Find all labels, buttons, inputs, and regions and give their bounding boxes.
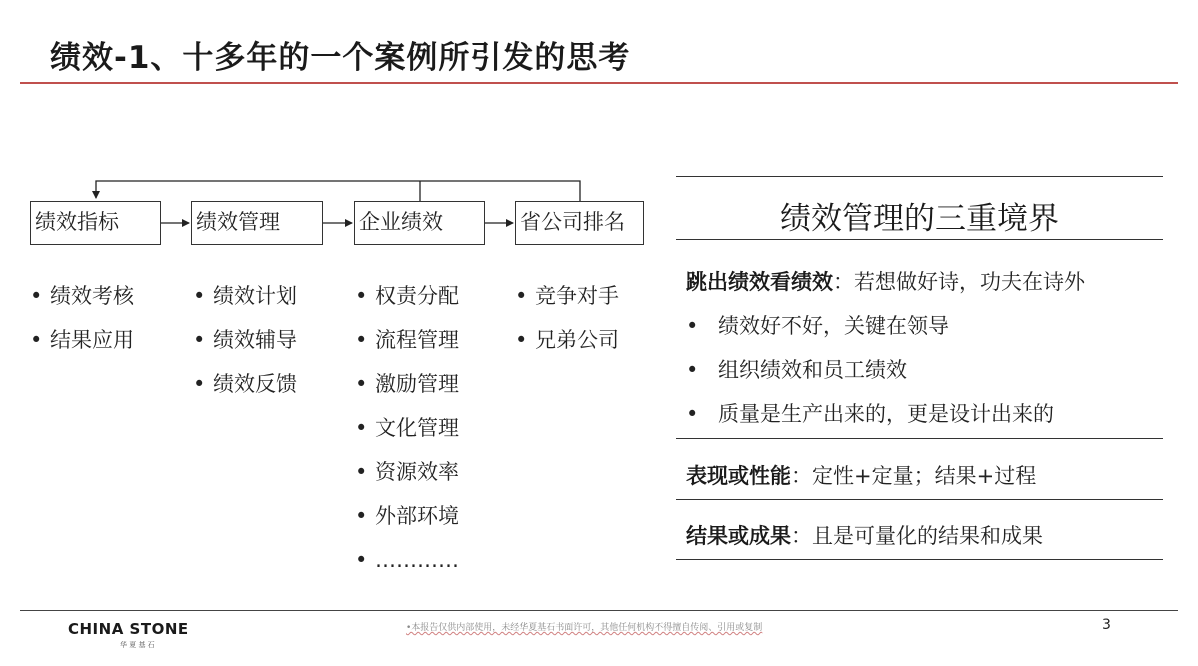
section-divider-1 <box>676 438 1163 439</box>
flow-box-provincial-ranking: 省公司排名 <box>515 201 644 245</box>
list-item: • 结果应用 <box>30 324 134 368</box>
list-item: • 绩效考核 <box>30 280 134 324</box>
column-4-list <box>515 280 619 368</box>
panel-title: 绩效管理的三重境界 <box>780 201 1059 237</box>
list-item: • 流程管理 <box>355 324 459 368</box>
list-item: • 资源效率 <box>355 456 459 500</box>
flow-box-enterprise-performance: 企业绩效 <box>354 201 485 245</box>
flow-box-performance-management: 绩效管理 <box>191 201 323 245</box>
section-3-line <box>686 520 1043 550</box>
page-number: 3 <box>1102 617 1111 633</box>
panel-bottom-rule <box>676 559 1163 560</box>
section-divider-2 <box>676 499 1163 500</box>
footer-disclaimer: •本报告仅供内部使用，未经华夏基石书面许可，其他任何机构不得擅自传阅、引用或复制 <box>406 623 763 633</box>
section-3-head: 结果或成果 <box>686 524 791 548</box>
list-item: • ………… <box>355 544 459 588</box>
title-divider <box>20 82 1178 84</box>
flow-box-performance-indicators: 绩效指标 <box>30 201 161 245</box>
footer-divider <box>20 610 1178 611</box>
section-3-text: ：且是可量化的结果和成果 <box>791 524 1043 548</box>
panel-top-rule <box>676 176 1163 177</box>
list-item: • 外部环境 <box>355 500 459 544</box>
list-item: • 绩效计划 <box>193 280 297 324</box>
list-item: • 文化管理 <box>355 412 459 456</box>
logo-text: CHINA STONE <box>68 620 189 638</box>
section-1-text: ：若想做好诗，功夫在诗外 <box>833 270 1085 294</box>
list-item: • 绩效辅导 <box>193 324 297 368</box>
section-2-text: ：定性+定量；结果+过程 <box>791 464 1037 488</box>
column-2-list <box>193 280 297 412</box>
list-item: • 绩效好不好，关键在领导 <box>686 310 1054 354</box>
section-2-head: 表现或性能 <box>686 464 791 488</box>
section-1-list <box>686 310 1054 442</box>
list-item: • 兄弟公司 <box>515 324 619 368</box>
section-2-line <box>686 460 1036 490</box>
section-1-head: 跳出绩效看绩效 <box>686 270 833 294</box>
list-item: • 质量是生产出来的，更是设计出来的 <box>686 398 1054 442</box>
list-item: • 激励管理 <box>355 368 459 412</box>
list-item: • 组织绩效和员工绩效 <box>686 354 1054 398</box>
list-item: • 权责分配 <box>355 280 459 324</box>
logo-subtext: 华 夏 基 石 <box>120 641 155 649</box>
feedback-loop <box>96 181 580 201</box>
list-item: • 绩效反馈 <box>193 368 297 412</box>
section-1-line <box>686 266 1085 296</box>
panel-title-rule <box>676 239 1163 240</box>
column-3-list <box>355 280 459 588</box>
column-1-list <box>30 280 134 368</box>
list-item: • 竞争对手 <box>515 280 619 324</box>
page-title: 绩效-1、十多年的一个案例所引发的思考 <box>50 40 631 76</box>
